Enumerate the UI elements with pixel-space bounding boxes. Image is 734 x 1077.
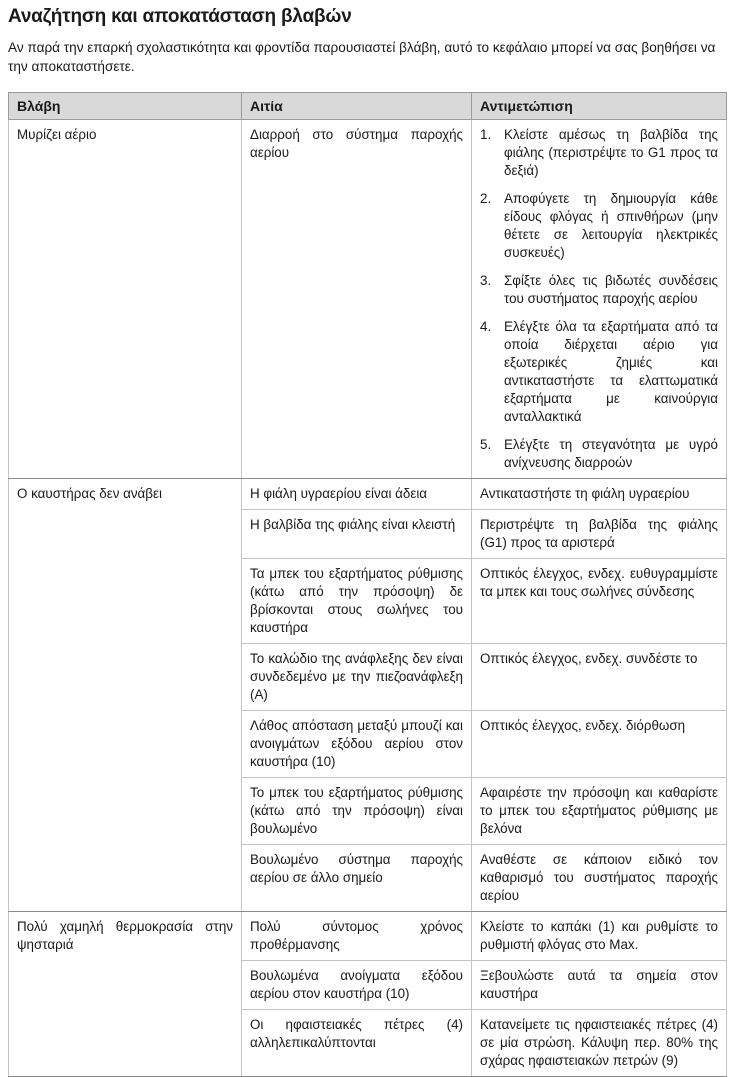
remedy-cell: Οπτικός έλεγχος, ενδεχ. συνδέστε το: [472, 644, 727, 711]
cause-cell: Η φιάλη υγραερίου είναι άδεια: [242, 479, 472, 510]
step-number: 2.: [480, 191, 492, 206]
list-item: [480, 272, 718, 308]
remedy-steps-list: [480, 126, 718, 472]
cause-cell: Η βαλβίδα της φιάλης είναι κλειστή: [242, 510, 472, 559]
remedy-cell: Οπτικός έλεγχος, ενδεχ. ευθυγραμμίστε τα μπεκ και τους σωλήνες σύνδεσης: [472, 559, 727, 644]
step-text: Ελέγξτε τη στεγανότητα με υγρό ανίχνευσης διαρροών: [504, 437, 718, 470]
remedy-cell: Οπτικός έλεγχος, ενδεχ. διόρθωση: [472, 711, 727, 778]
step-text: Αποφύγετε τη δημιουργία κάθε είδους φλόγας ή σπινθήρων (μην θέτετε σε λειτουργία ηλεκτρικές συσκευές): [504, 191, 718, 260]
list-item: [480, 318, 718, 426]
table-header-row: [9, 93, 727, 120]
remedy-cell: Ξεβουλώστε αυτά τα σημεία στον καυστήρα: [472, 961, 727, 1010]
fault-cell: Μυρίζει αέριο: [9, 120, 242, 479]
intro-text: Αν παρά την επαρκή σχολαστικότητα και φροντίδα παρουσιαστεί βλάβη, αυτό το κεφάλαιο μπορεί να σας βοηθήσει να την αποκαταστήσετε.: [8, 40, 716, 74]
remedy-cell: Κλείστε το καπάκι (1) και ρυθμίστε το ρυθμιστή φλόγας στο Max.: [472, 912, 727, 961]
cause-cell: Λάθος απόσταση μεταξύ μπουζί και ανοιγμάτων εξόδου αερίου στον καυστήρα (10): [242, 711, 472, 778]
cause-cell: Διαρροή στο σύστημα παροχής αερίου: [242, 120, 472, 479]
list-item: [480, 436, 718, 472]
page-title: Αναζήτηση και αποκατάσταση βλαβών: [8, 6, 352, 27]
header-remedy: Αντιμετώπιση: [472, 93, 727, 120]
remedy-cell: Αντικαταστήστε τη φιάλη υγραερίου: [472, 479, 727, 510]
cause-cell: Οι ηφαιστειακές πέτρες (4) αλληλεπικαλύπτονται: [242, 1010, 472, 1077]
remedy-cell: Αφαιρέστε την πρόσοψη και καθαρίστε το μπεκ του εξαρτήματος ρύθμισης με βελόνα: [472, 778, 727, 845]
table-row: [9, 479, 727, 510]
cause-cell: Βουλωμένα ανοίγματα εξόδου αερίου στον καυστήρα (10): [242, 961, 472, 1010]
cause-cell: Τα μπεκ του εξαρτήματος ρύθμισης (κάτω από την πρόσοψη) δε βρίσκονται στους σωλήνες του καυστήρα: [242, 559, 472, 644]
step-text: Κλείστε αμέσως τη βαλβίδα της φιάλης (περιστρέψτε το G1 προς τα δεξιά): [504, 127, 718, 178]
cause-cell: Το μπεκ του εξαρτήματος ρύθμισης (κάτω από την πρόσοψη) είναι βουλωμένο: [242, 778, 472, 845]
remedy-cell: Κατανείμετε τις ηφαιστειακές πέτρες (4) σε μία στρώση. Κάλυψη περ. 80% της σχάρας ηφαιστειακών πετρών (9): [472, 1010, 727, 1077]
table-row: [9, 120, 727, 479]
table-row: [9, 912, 727, 961]
step-number: 4.: [480, 319, 492, 334]
troubleshooting-table: [8, 92, 727, 1077]
remedy-cell: Περιστρέψτε τη βαλβίδα της φιάλης (G1) προς τα αριστερά: [472, 510, 727, 559]
cause-cell: Βουλωμένο σύστημα παροχής αερίου σε άλλο σημείο: [242, 845, 472, 912]
list-item: [480, 126, 718, 180]
header-fault: Βλάβη: [9, 93, 242, 120]
step-text: Ελέγξτε όλα τα εξαρτήματα από τα οποία διέρχεται αέριο για εξωτερικές ζημιές και αντικαταστήστε τα ελαττωματικά εξαρτήματα με καινούργια ανταλλακτικά: [504, 319, 718, 424]
remedy-cell: [472, 120, 727, 479]
step-number: 3.: [480, 273, 492, 288]
list-item: [480, 190, 718, 262]
cause-cell: Το καλώδιο της ανάφλεξης δεν είναι συνδεδεμένο με την πιεζοανάφλεξη (A): [242, 644, 472, 711]
fault-cell: Ο καυστήρας δεν ανάβει: [9, 479, 242, 912]
remedy-cell: Αναθέστε σε κάποιον ειδικό τον καθαρισμό του συστήματος παροχής αερίου: [472, 845, 727, 912]
cause-cell: Πολύ σύντομος χρόνος προθέρμανσης: [242, 912, 472, 961]
fault-cell: Πολύ χαμηλή θερμοκρασία στην ψησταριά: [9, 912, 242, 1077]
header-cause: Αιτία: [242, 93, 472, 120]
step-number: 5.: [480, 437, 492, 452]
step-text: Σφίξτε όλες τις βιδωτές συνδέσεις του συστήματος παροχής αερίου: [504, 273, 718, 306]
step-number: 1.: [480, 127, 492, 142]
